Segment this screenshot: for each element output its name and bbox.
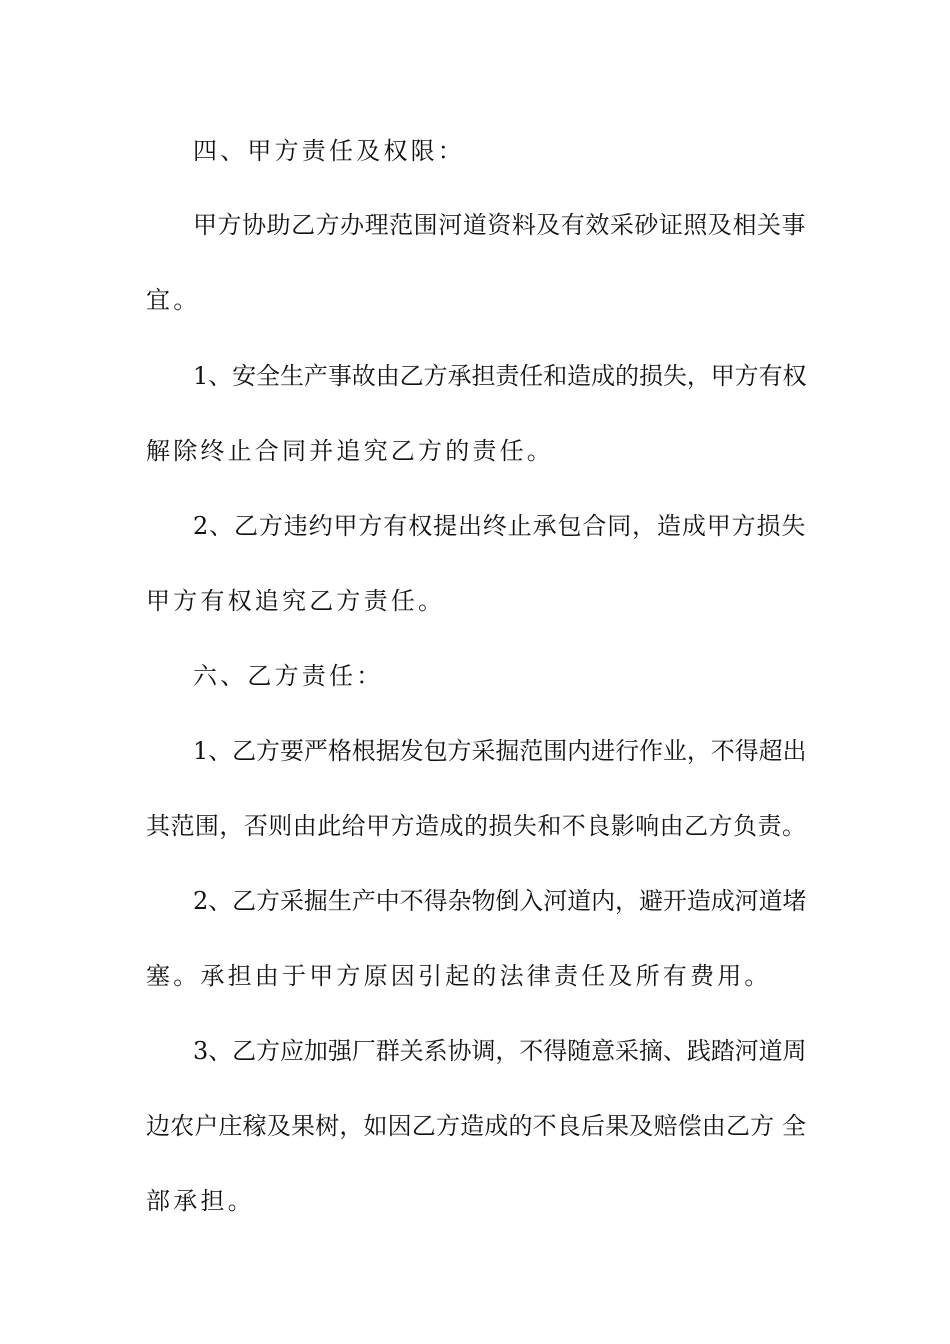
paragraph-line: 宜。: [146, 286, 201, 314]
paragraph-line: 1、乙方要严格根据发包方采掘范围内进行作业，不得超出: [193, 737, 807, 765]
section-heading-party-a: 四、甲方责任及权限：: [193, 137, 465, 165]
paragraph-line: 解除终止合同并追究乙方的责任。: [146, 437, 554, 465]
paragraph-line: 其范围，否则由此给甲方造成的损失和不良影响由乙方负责。: [146, 812, 807, 840]
paragraph-line: 部承担。: [146, 1187, 255, 1215]
paragraph-line: 2、乙方违约甲方有权提出终止承包合同，造成甲方损失: [193, 512, 807, 540]
paragraph-line: 边农户庄稼及果树，如因乙方造成的不良后果及赔偿由乙方 全: [146, 1112, 807, 1140]
paragraph-line: 塞。承担由于甲方原因引起的法律责任及所有费用。: [146, 962, 772, 990]
section-heading-party-b: 六、乙方责任：: [193, 662, 384, 690]
paragraph-line: 1、安全生产事故由乙方承担责任和造成的损失，甲方有权: [193, 362, 807, 390]
paragraph-line: 甲方协助乙方办理范围河道资料及有效采砂证照及相关事: [193, 211, 806, 239]
paragraph-line: 2、乙方采掘生产中不得杂物倒入河道内，避开造成河道堵: [193, 887, 807, 915]
paragraph-line: 3、乙方应加强厂群关系协调，不得随意采摘、践踏河道周: [193, 1037, 807, 1065]
paragraph-line: 甲方有权追究乙方责任。: [146, 587, 446, 615]
